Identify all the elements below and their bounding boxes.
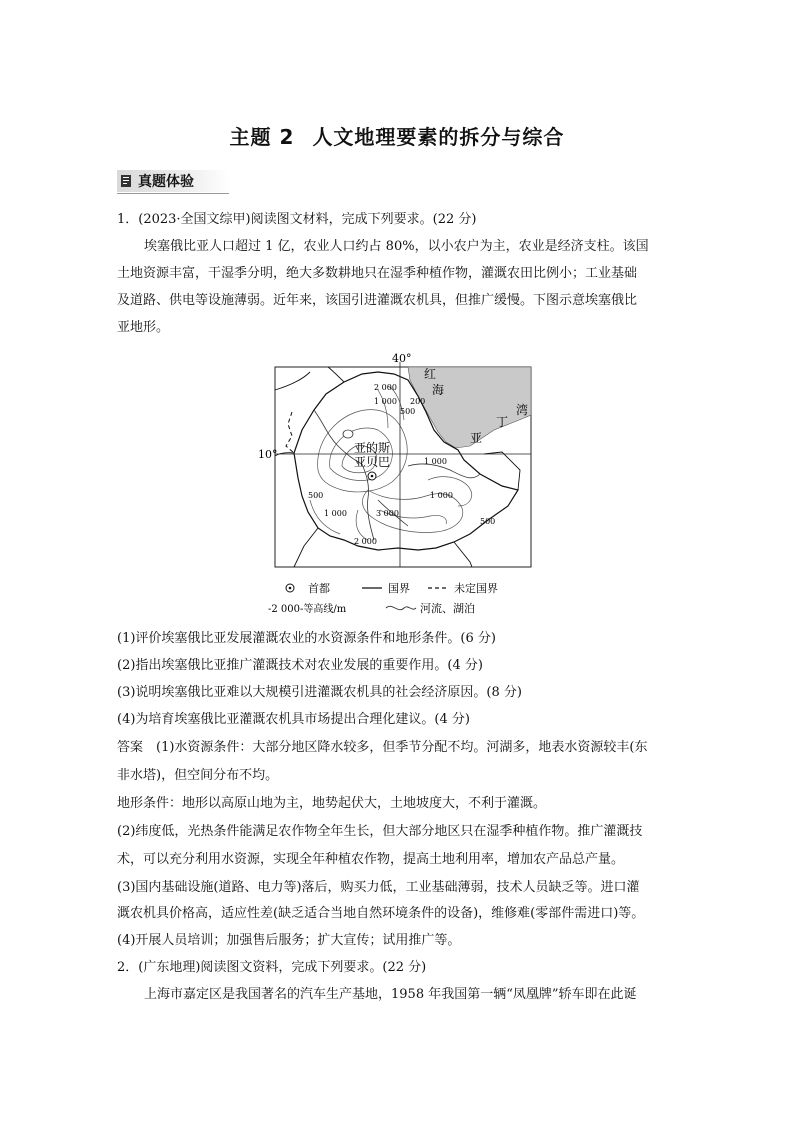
legend-river-icon [386, 606, 416, 609]
latitude-label: 10° [258, 448, 278, 461]
legend-contour: -2 000-等高线/m [268, 604, 347, 615]
q1-answer-line: (3)国内基础设施(道路、电力等)落后，购买力低，工业基础薄弱，技术人员缺乏等。进口灌 [117, 880, 640, 895]
book-icon [120, 174, 133, 188]
q1-answer-line: 术，可以充分利用水资源，实现全年种植农作物，提高土地利用率，增加农产品总产量。 [117, 852, 625, 867]
contour-label: 2 000 [354, 537, 377, 546]
q1-answer-line: (2)纬度低，光热条件能满足农作物全年生长，但大部分地区只在湿季种植作物。推广灌溉技 [117, 824, 643, 839]
red-sea-label: 海 [432, 383, 445, 397]
contour-label: 1 000 [324, 509, 347, 518]
legend-capital-dot [289, 587, 292, 590]
lake [343, 430, 353, 438]
map-svg [258, 350, 548, 620]
q1-question: (1)评价埃塞俄比亚发展灌溉农业的水资源条件和地形条件。(6 分) [117, 631, 496, 646]
contour-label: 1 000 [430, 491, 453, 500]
legend-capital: 首都 [308, 582, 330, 595]
contour-label: 200 [410, 397, 426, 406]
contour-label: 3 000 [376, 509, 399, 518]
q1-answer-line: 答案 (1)水资源条件：大部分地区降水较多，但季节分配不均。河湖多，地表水资源较丰(东 [117, 740, 648, 755]
q1-material-line: 土地资源丰富，干湿季分明，绝大多数耕地只在湿季种植作物，灌溉农田比例小；工业基础 [117, 266, 638, 281]
q1-answer-line: 非水塔)，但空间分布不均。 [117, 768, 279, 783]
q1-question: (3)说明埃塞俄比亚难以大规模引进灌溉农机具的社会经济原因。(8 分) [117, 685, 522, 700]
contour-label: 2 000 [374, 383, 397, 392]
section-divider [117, 193, 229, 194]
gulf-aden-label: 丁 [496, 415, 509, 429]
title-prefix: 主题 2 [229, 125, 295, 149]
q1-header: 1．(2023·全国文综甲)阅读图文材料，完成下列要求。(22 分) [117, 212, 477, 227]
legend-border: 国界 [388, 582, 410, 595]
q1-question: (4)为培育埃塞俄比亚灌溉农机具市场提出合理化建议。(4 分) [117, 712, 470, 727]
section-label: 真题体验 [138, 174, 194, 190]
contour-label: 500 [400, 407, 416, 416]
section-header [117, 170, 229, 192]
capital-label: 亚的斯 [354, 441, 391, 455]
q1-answer-line: 溉农机具价格高，适应性差(缺乏适合当地自然环境条件的设备)，维修难(零部件需进口)等。 [117, 906, 645, 921]
ethiopia-terrain-map [258, 350, 548, 620]
gulf-aden-label: 湾 [516, 403, 529, 417]
capital-marker-dot [371, 475, 374, 478]
legend-undetermined: 未定国界 [454, 582, 498, 595]
q1-material-line: 埃塞俄比亚人口超过 1 亿，农业人口约占 80%，以小农户为主，农业是经济支柱。该国 [144, 239, 649, 254]
q2-header: 2．(广东地理)阅读图文资料，完成下列要求。(22 分) [117, 960, 427, 975]
contour-label: 500 [308, 491, 324, 500]
q2-material-line: 上海市嘉定区是我国著名的汽车生产基地，1958 年我国第一辆“凤凰牌”轿车即在此诞 [144, 987, 637, 1002]
capital-label: 亚贝巴 [354, 455, 391, 469]
q1-material-line: 亚地形。 [117, 320, 170, 335]
contour-label: 500 [480, 517, 496, 526]
page-title [0, 121, 794, 150]
contour-label: 1 000 [424, 457, 447, 466]
title-main: 人文地理要素的拆分与综合 [312, 125, 565, 149]
contour-label: 1 000 [374, 397, 397, 406]
q1-question: (2)指出埃塞俄比亚推广灌溉技术对农业发展的重要作用。(4 分) [117, 658, 483, 673]
q1-answer-line: (4)开展人员培训；加强售后服务；扩大宣传；试用推广等。 [117, 933, 461, 948]
red-sea-label: 红 [424, 367, 437, 381]
longitude-label: 40° [392, 352, 412, 365]
q1-answer-line: 地形条件：地形以高原山地为主，地势起伏大，土地坡度大，不利于灌溉。 [117, 796, 547, 811]
q1-material-line: 及道路、供电等设施薄弱。近年来，该国引进灌溉农机具，但推广缓慢。下图示意埃塞俄比 [117, 293, 638, 308]
gulf-aden-label: 亚 [470, 431, 483, 445]
legend-river: 河流、湖泊 [420, 602, 475, 615]
